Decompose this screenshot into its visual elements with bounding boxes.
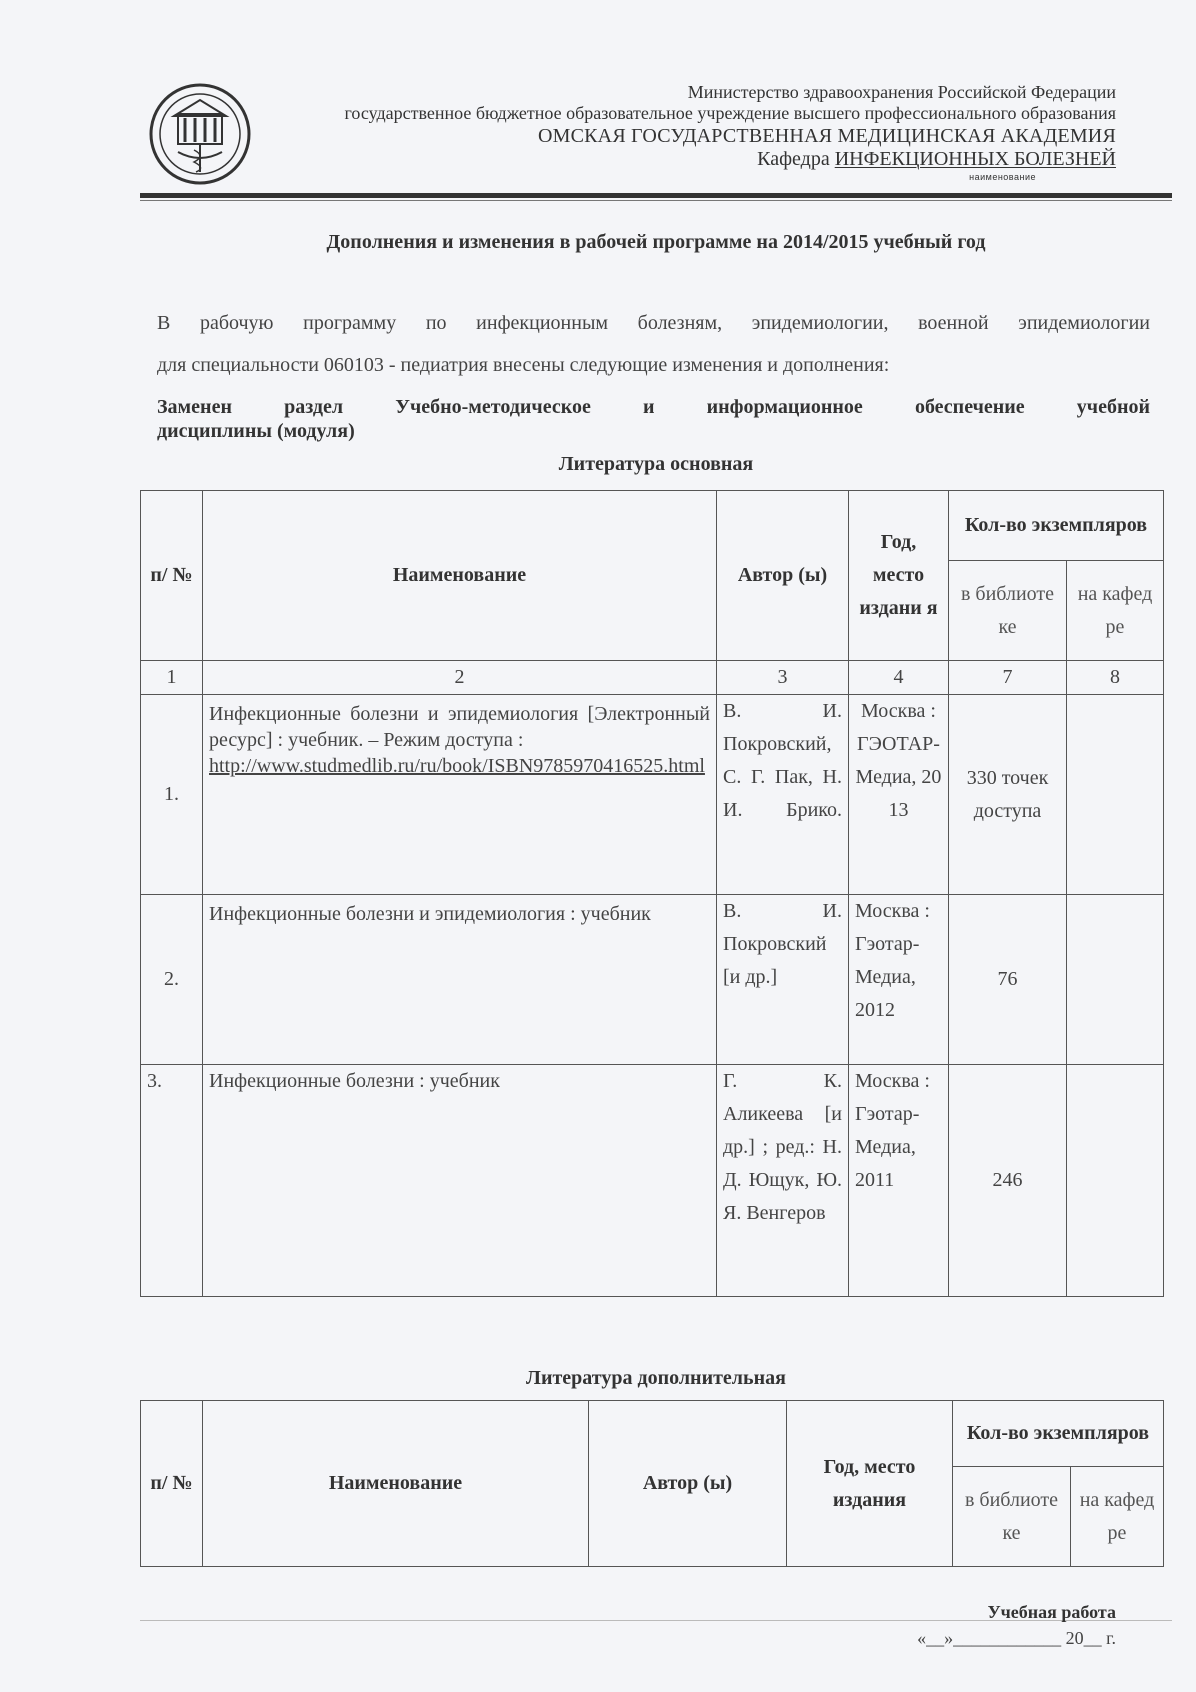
academy-name: ОМСКАЯ ГОСУДАРСТВЕННАЯ МЕДИЦИНСКАЯ АКАДЕМИЯ (537, 125, 1116, 147)
index-cell: 8 (1067, 661, 1164, 695)
table-row (141, 695, 1164, 895)
row-name: Инфекционные болезни : учебник (203, 1065, 717, 1297)
table-row (141, 1065, 1164, 1297)
row-name: Инфекционные болезни и эпидемиология : учебник (203, 895, 717, 1065)
index-cell: 4 (849, 661, 949, 695)
row-library: 330 точек доступа (949, 695, 1067, 895)
header-dept: на кафед ре (1071, 1467, 1164, 1567)
header-author: Автор (ы) (589, 1401, 787, 1567)
header-library: в библиоте ке (949, 561, 1067, 661)
index-cell: 1 (141, 661, 203, 695)
row-author: В. И. Покровский, С. Г. Пак, Н. И. Брико. (717, 695, 849, 895)
index-cell: 3 (717, 661, 849, 695)
table-header-row (141, 491, 1164, 561)
header-num: п/ № (141, 491, 203, 661)
row-author: В. И. Покровский [и др.] (717, 895, 849, 1065)
row-year: Москва : Гэотар-Медиа, 2012 (849, 895, 949, 1065)
header-year: Год, место издания (787, 1401, 953, 1567)
row-name (203, 695, 717, 895)
header-name: Наименование (203, 1401, 589, 1567)
academy-emblem-icon (148, 80, 252, 188)
extra-literature-table (140, 1400, 1164, 1567)
department-caption: наименование (969, 172, 1036, 182)
row-library: 246 (949, 1065, 1067, 1297)
header-divider-thin (140, 200, 1172, 201)
row-library: 76 (949, 895, 1067, 1065)
row-num: 3. (141, 1065, 203, 1297)
replaced-section-line-1: Заменен раздел Учебно-методическое и информационное обеспечение учебной (157, 396, 1150, 418)
table-header-row (141, 1401, 1164, 1467)
intro-line-1: В рабочую программу по инфекционным болезням, эпидемиологии, военной эпидемиологии (157, 312, 1150, 334)
row-dept (1067, 1065, 1164, 1297)
main-literature-table (140, 490, 1164, 1297)
row-year: Москва : ГЭОТАР-Медиа, 2013 (849, 695, 949, 895)
department-name: ИНФЕКЦИОННЫХ БОЛЕЗНЕЙ (834, 148, 1116, 170)
header-divider (140, 193, 1172, 198)
index-cell: 7 (949, 661, 1067, 695)
department-prefix: Кафедра (757, 148, 830, 170)
header-dept: на кафед ре (1067, 561, 1164, 661)
extra-literature-heading: Литература дополнительная (526, 1367, 786, 1389)
footer-label: Учебная работа (987, 1602, 1116, 1622)
header-num: п/ № (141, 1401, 203, 1567)
row-url-link[interactable]: http://www.studmedlib.ru/ru/book/ISBN9785970416525.html (209, 755, 705, 777)
table-row (141, 895, 1164, 1065)
replaced-section-line-2: дисциплины (модуля) (157, 420, 355, 442)
row-year: Москва : Гэотар-Медиа, 2011 (849, 1065, 949, 1297)
row-num: 1. (141, 695, 203, 895)
row-dept (1067, 895, 1164, 1065)
row-dept (1067, 695, 1164, 895)
department-line (757, 148, 1116, 171)
header-year: Год, место издани я (849, 491, 949, 661)
footer-date-line: «__»____________ 20__ г. (917, 1628, 1116, 1648)
row-name-text: Инфекционные болезни и эпидемиология [Электронный ресурс] : учебник. – Режим доступа : (209, 703, 710, 751)
header-copies: Кол-во экземпляров (953, 1401, 1164, 1467)
header-name: Наименование (203, 491, 717, 661)
intro-line-2: для специальности 060103 - педиатрия внесены следующие изменения и дополнения: (157, 354, 890, 376)
header-author: Автор (ы) (717, 491, 849, 661)
table-index-row (141, 661, 1164, 695)
header-library: в библиоте ке (953, 1467, 1071, 1567)
institution-type-line: государственное бюджетное образовательное учреждение высшего профессионального образования (344, 103, 1116, 123)
header-copies: Кол-во экземпляров (949, 491, 1164, 561)
index-cell: 2 (203, 661, 717, 695)
ministry-line: Министерство здравоохранения Российской Федерации (687, 82, 1116, 102)
document-title: Дополнения и изменения в рабочей программе на 2014/2015 учебный год (326, 231, 986, 253)
row-author: Г. К. Аликеева [и др.] ; ред.: Н. Д. Ющук, Ю. Я. Венгеров (717, 1065, 849, 1297)
main-literature-heading: Литература основная (558, 453, 754, 475)
row-num: 2. (141, 895, 203, 1065)
